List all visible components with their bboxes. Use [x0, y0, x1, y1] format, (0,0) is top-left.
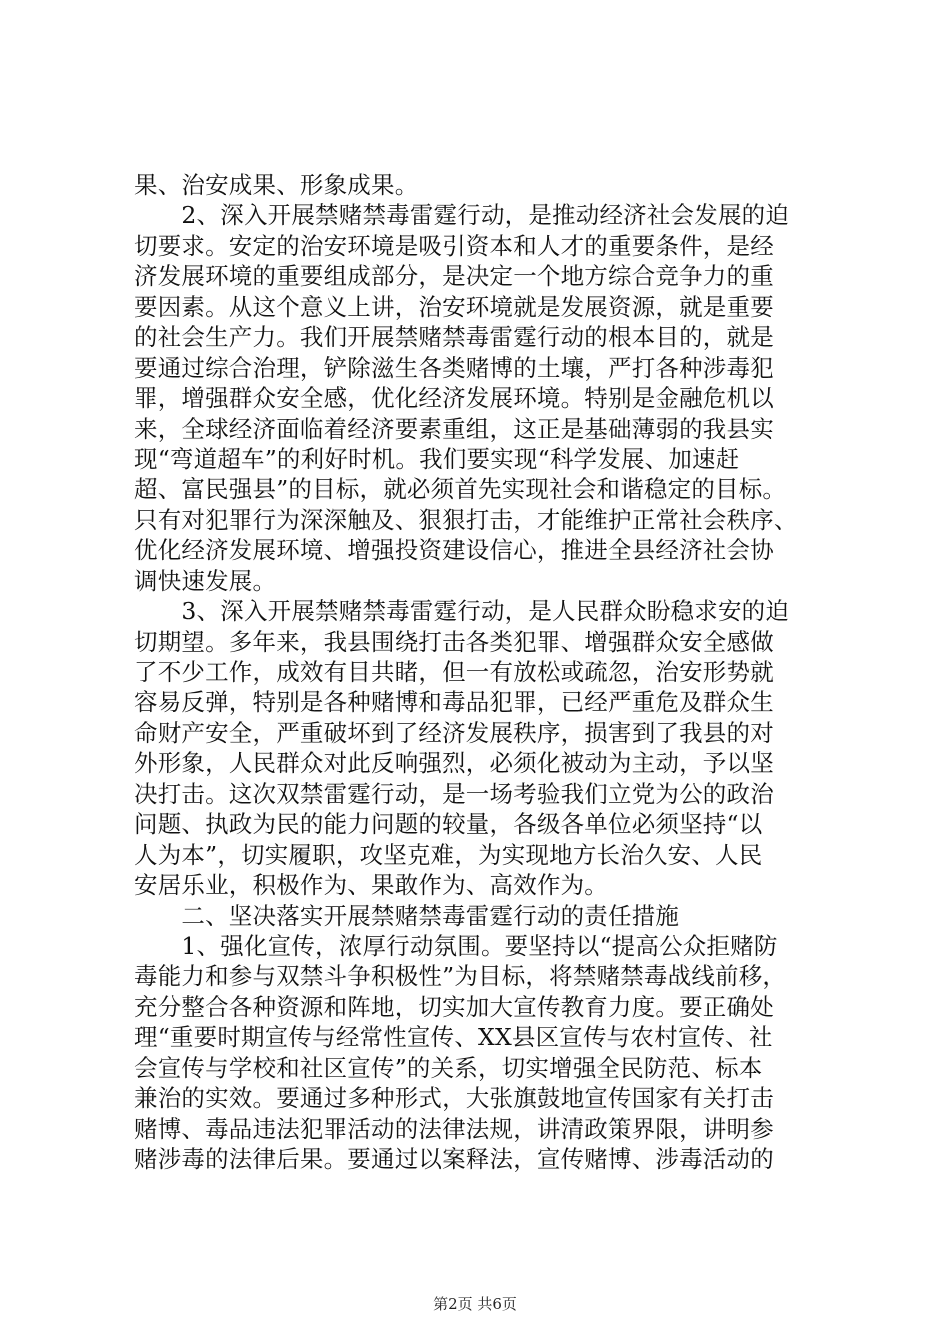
text-line: 调快速发展。: [134, 566, 277, 595]
text-line: 了不少工作，成效有目共睹，但一有放松或疏忽，治安形势就: [134, 658, 774, 686]
text-line: 兼治的实效。要通过多种形式，大张旗鼓地宣传国家有关打击: [134, 1084, 774, 1113]
text-line: 超、富民强县”的目标，就必须首先实现社会和谐稳定的目标。: [134, 475, 787, 504]
text-line: 要因素。从这个意义上讲，治安环境就是发展资源，就是重要: [134, 292, 774, 321]
text-line: 赌涉毒的法律后果。要通过以案释法，宣传赌博、涉毒活动的: [134, 1145, 774, 1173]
text-line: 罪，增强群众安全感，优化经济发展环境。特别是金融危机以: [134, 384, 774, 413]
text-line: 充分整合各种资源和阵地，切实加大宣传教育力度。要正确处: [134, 992, 774, 1021]
text-line: 切要求。安定的治安环境是吸引资本和人才的重要条件，是经: [134, 231, 774, 260]
text-line: 人为本”，切实履职，攻坚克难，为实现地方长治久安、人民: [134, 840, 763, 869]
page-number-footer: 第2页 共6页: [433, 1295, 517, 1313]
text-line: 优化经济发展环境、增强投资建设信心，推进全县经济社会协: [134, 536, 774, 565]
section-heading: 二、坚决落实开展禁赌禁毒雷霆行动的责任措施: [134, 901, 680, 930]
document-body: [134, 170, 824, 1174]
text-line: 命财产安全，严重破坏到了经济发展秩序，损害到了我县的对: [134, 718, 774, 747]
text-line: 的社会生产力。我们开展禁赌禁毒雷霆行动的根本目的，就是: [134, 323, 774, 352]
text-line: 决打击。这次双禁雷霆行动，是一场考验我们立党为公的政治: [134, 779, 774, 808]
text-line: 济发展环境的重要组成部分，是决定一个地方综合竞争力的重: [134, 262, 774, 291]
text-line: 容易反弹，特别是各种赌博和毒品犯罪，已经严重危及群众生: [134, 688, 774, 717]
text-line: 1、强化宣传，浓厚行动氛围。要坚持以“提高公众拒赌防: [134, 931, 778, 960]
text-line: 理“重要时期宣传与经常性宣传、XX县区宣传与农村宣传、社: [134, 1023, 773, 1052]
text-line: 只有对犯罪行为深深触及、狠狠打击，才能维护正常社会秩序、: [134, 505, 798, 534]
text-line: 现“弯道超车”的利好时机。我们要实现“科学发展、加速赶: [134, 444, 740, 473]
text-line: 安居乐业，积极作为、果敢作为、高效作为。: [134, 871, 608, 900]
text-line: 要通过综合治理，铲除滋生各类赌博的土壤，严打各种涉毒犯: [134, 353, 774, 382]
text-line: 来，全球经济面临着经济要素重组，这正是基础薄弱的我县实: [134, 414, 774, 443]
text-line: 2、深入开展禁赌禁毒雷霆行动，是推动经济社会发展的迫: [134, 201, 790, 230]
text-line: 外形象，人民群众对此反响强烈，必须化被动为主动，予以坚: [134, 749, 774, 778]
text-line: 毒能力和参与双禁斗争积极性”为目标，将禁赌禁毒战线前移，: [134, 962, 787, 991]
text-line: 赌博、毒品违法犯罪活动的法律法规，讲清政策界限，讲明参: [134, 1114, 774, 1143]
text-line: 切期望。多年来，我县围绕打击各类犯罪、增强群众安全感做: [134, 627, 774, 656]
text-line: 3、深入开展禁赌禁毒雷霆行动，是人民群众盼稳求安的迫: [134, 597, 790, 626]
text-line: 问题、执政为民的能力问题的较量，各级各单位必须坚持“以: [134, 810, 763, 839]
text-line: 会宣传与学校和社区宣传”的关系，切实增强全民防范、标本: [134, 1053, 763, 1082]
text-line: 果、治安成果、形象成果。: [134, 171, 419, 199]
